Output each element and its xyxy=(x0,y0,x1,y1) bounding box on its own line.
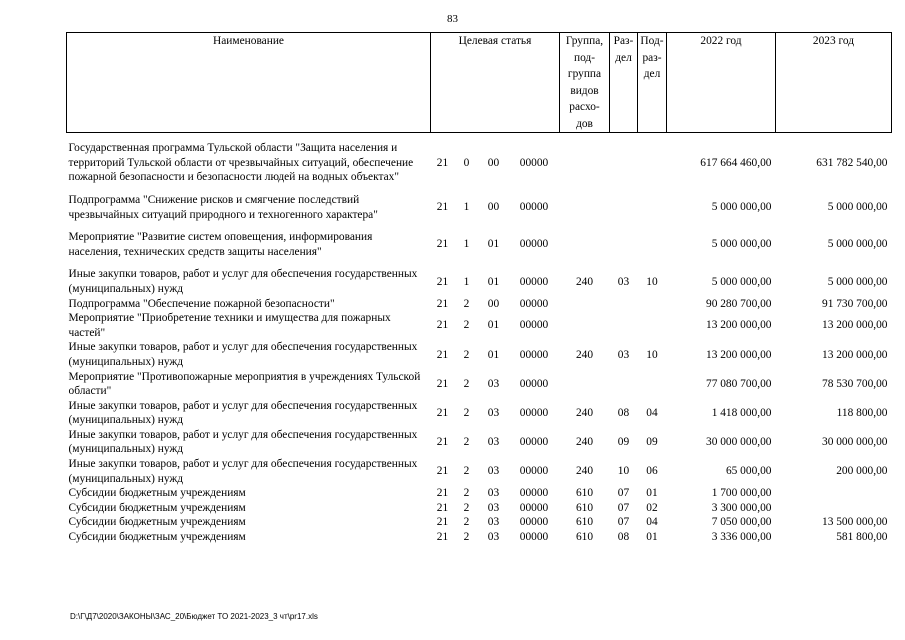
amount-2022: 3 300 000,00 xyxy=(711,501,772,514)
table-row xyxy=(67,457,892,486)
target-code-2: 1 xyxy=(463,238,470,251)
expense-group: 610 xyxy=(575,487,594,500)
target-code-4: 00000 xyxy=(519,297,549,310)
target-code-4: 00000 xyxy=(519,201,549,214)
target-code-4: 00000 xyxy=(519,465,549,478)
amount-2022: 5 000 000,00 xyxy=(711,275,772,288)
target-code-4: 00000 xyxy=(519,501,549,514)
spacer-row xyxy=(67,185,892,193)
header-subsection-line: раз- xyxy=(642,51,662,64)
target-code-1: 21 xyxy=(436,377,449,390)
target-code-1: 21 xyxy=(436,275,449,288)
target-code-4: 00000 xyxy=(519,516,549,529)
amount-2022: 5 000 000,00 xyxy=(711,238,772,251)
target-code-1: 21 xyxy=(436,348,449,361)
target-code-4: 00000 xyxy=(519,238,549,251)
header-2022: 2022 год xyxy=(667,33,776,133)
amount-2022: 617 664 460,00 xyxy=(700,156,772,169)
row-name: Мероприятие "Противопожарные мероприятия в учреждениях Тульской области" xyxy=(68,370,421,398)
header-2023: 2023 год xyxy=(776,33,892,133)
section-code: 03 xyxy=(617,348,630,361)
section-code: 07 xyxy=(617,516,630,529)
target-code-4: 00000 xyxy=(519,531,549,544)
target-code-3: 00 xyxy=(487,297,500,310)
spacer-row xyxy=(67,133,892,142)
row-name: Иные закупки товаров, работ и услуг для обеспечения государственных (муниципальных) нужд xyxy=(68,428,418,456)
target-code-3: 03 xyxy=(487,516,500,529)
row-name: Иные закупки товаров, работ и услуг для обеспечения государственных (муниципальных) нужд xyxy=(68,399,418,427)
table-row xyxy=(67,141,892,185)
target-code-2: 2 xyxy=(463,377,470,390)
target-code-3: 03 xyxy=(487,465,500,478)
table-row xyxy=(67,340,892,369)
expense-group: 240 xyxy=(575,348,594,361)
subsection-code xyxy=(638,230,667,259)
table-row xyxy=(67,230,892,259)
target-code-3: 00 xyxy=(487,156,500,169)
row-name: Субсидии бюджетным учреждениям xyxy=(68,531,246,544)
target-code-1: 21 xyxy=(436,487,449,500)
target-code-1: 21 xyxy=(436,531,449,544)
target-code-3: 03 xyxy=(487,406,500,419)
subsection-code: 10 xyxy=(646,275,658,288)
table-row xyxy=(67,267,892,296)
row-name: Подпрограмма "Обеспечение пожарной безопасности" xyxy=(68,297,335,310)
table-row xyxy=(67,428,892,457)
header-row xyxy=(67,33,892,133)
target-code-4: 00000 xyxy=(519,319,549,332)
row-name: Мероприятие "Приобретение техники и имущества для пожарных частей" xyxy=(68,312,391,339)
amount-2022: 65 000,00 xyxy=(725,465,772,478)
target-code-2: 2 xyxy=(463,297,470,310)
table-row xyxy=(67,193,892,222)
section-code: 08 xyxy=(617,531,630,544)
subsection-code: 04 xyxy=(646,406,658,419)
amount-2023: 581 800,00 xyxy=(836,531,888,544)
expense-group: 610 xyxy=(575,531,594,544)
subsection-code xyxy=(638,193,667,222)
target-code-1: 21 xyxy=(436,201,449,214)
target-code-3: 03 xyxy=(487,377,500,390)
target-code-2: 1 xyxy=(463,201,470,214)
section-code: 07 xyxy=(617,487,630,500)
subsection-code xyxy=(638,297,667,312)
target-code-1: 21 xyxy=(436,156,449,169)
header-target: Целевая статья xyxy=(431,33,560,133)
target-code-2: 2 xyxy=(463,516,470,529)
section-code: 10 xyxy=(617,465,630,478)
amount-2023: 30 000 000,00 xyxy=(822,436,888,449)
amount-2023: 13 200 000,00 xyxy=(822,348,888,361)
header-group xyxy=(560,33,610,133)
table-row xyxy=(67,486,892,501)
target-code-2: 0 xyxy=(463,156,470,169)
amount-2022: 30 000 000,00 xyxy=(706,436,772,449)
subsection-code xyxy=(638,141,667,185)
section-code: 07 xyxy=(617,501,630,514)
target-code-2: 2 xyxy=(463,501,470,514)
amount-2022: 1 418 000,00 xyxy=(711,406,772,419)
target-code-3: 03 xyxy=(487,487,500,500)
target-code-2: 2 xyxy=(463,531,470,544)
amount-2023: 5 000 000,00 xyxy=(827,238,888,251)
amount-2022: 5 000 000,00 xyxy=(711,201,772,214)
table-row xyxy=(67,530,892,545)
target-code-2: 2 xyxy=(463,348,470,361)
header-group-line: расхо- xyxy=(569,101,600,114)
subsection-code xyxy=(638,370,667,399)
table-row xyxy=(67,501,892,516)
expense-group: 240 xyxy=(575,465,594,478)
table-row xyxy=(67,311,892,340)
target-code-3: 01 xyxy=(487,319,500,332)
section-code: 03 xyxy=(617,275,630,288)
amount-2023: 118 800,00 xyxy=(836,406,888,419)
target-code-1: 21 xyxy=(436,238,449,251)
table-row xyxy=(67,370,892,399)
header-section xyxy=(610,33,638,133)
section-code xyxy=(610,230,638,259)
expense-group xyxy=(560,230,610,259)
amount-2022: 77 080 700,00 xyxy=(706,377,772,390)
expense-group: 240 xyxy=(575,436,594,449)
target-code-1: 21 xyxy=(436,319,449,332)
target-code-3: 01 xyxy=(487,275,500,288)
table-row xyxy=(67,297,892,312)
target-code-3: 01 xyxy=(487,238,500,251)
target-code-4: 00000 xyxy=(519,156,549,169)
section-code: 09 xyxy=(617,436,630,449)
page-number: 83 xyxy=(447,13,458,25)
section-code xyxy=(610,141,638,185)
target-code-1: 21 xyxy=(436,406,449,419)
subsection-code xyxy=(638,311,667,340)
target-code-4: 00000 xyxy=(519,348,549,361)
target-code-4: 00000 xyxy=(519,406,549,419)
amount-2023 xyxy=(776,501,892,516)
subsection-code: 06 xyxy=(646,465,658,478)
expense-group xyxy=(560,141,610,185)
section-code: 08 xyxy=(617,406,630,419)
expense-group: 610 xyxy=(575,501,594,514)
file-path-footer: D:\Г\Д7\2020\ЗАКОНЫ\ЗАС_20\Бюджет ТО 2021-2023_3 чт\pr17.xls xyxy=(70,612,318,621)
row-name: Государственная программа Тульской области "Защита населения и территорий Тульской области от чрезвычайных ситуаций, обеспечение пожарной безопасности и безопасности людей на водных объектах" xyxy=(68,142,414,184)
header-group-line: дов xyxy=(576,117,593,130)
spacer-row xyxy=(67,222,892,230)
amount-2022: 13 200 000,00 xyxy=(706,348,772,361)
expense-group xyxy=(560,193,610,222)
row-name: Субсидии бюджетным учреждениям xyxy=(68,501,246,514)
expense-group xyxy=(560,370,610,399)
header-group-line: видов xyxy=(570,84,599,97)
row-name: Иные закупки товаров, работ и услуг для обеспечения государственных (муниципальных) нужд xyxy=(68,341,418,368)
expense-group: 240 xyxy=(575,406,594,419)
target-code-3: 03 xyxy=(487,531,500,544)
amount-2022: 3 336 000,00 xyxy=(711,531,772,544)
amount-2023: 91 730 700,00 xyxy=(822,297,888,310)
section-code xyxy=(610,311,638,340)
expense-group xyxy=(560,297,610,312)
target-code-1: 21 xyxy=(436,516,449,529)
amount-2023: 5 000 000,00 xyxy=(827,275,888,288)
section-code xyxy=(610,370,638,399)
subsection-code: 02 xyxy=(646,501,658,514)
amount-2023: 631 782 540,00 xyxy=(816,156,888,169)
amount-2023: 200 000,00 xyxy=(836,465,888,478)
table-row xyxy=(67,515,892,530)
header-section-line: Раз- xyxy=(613,35,634,47)
target-code-3: 00 xyxy=(487,201,500,214)
amount-2023: 5 000 000,00 xyxy=(827,201,888,214)
amount-2022: 1 700 000,00 xyxy=(711,487,772,500)
target-code-2: 2 xyxy=(463,319,470,332)
target-code-2: 2 xyxy=(463,436,470,449)
target-code-3: 03 xyxy=(487,436,500,449)
target-code-3: 01 xyxy=(487,348,500,361)
amount-2022: 90 280 700,00 xyxy=(706,297,772,310)
header-subsection-line: Под- xyxy=(640,35,664,47)
header-group-line: под- xyxy=(573,51,596,64)
budget-table xyxy=(66,32,892,545)
row-name: Иные закупки товаров, работ и услуг для обеспечения государственных (муниципальных) нужд xyxy=(68,458,418,485)
header-subsection xyxy=(638,33,667,133)
target-code-1: 21 xyxy=(436,501,449,514)
amount-2022: 7 050 000,00 xyxy=(711,516,772,529)
header-subsection-line: дел xyxy=(643,68,661,81)
header-section-line: дел xyxy=(615,51,632,64)
subsection-code: 09 xyxy=(646,436,658,449)
expense-group xyxy=(560,311,610,340)
row-name: Субсидии бюджетным учреждениям xyxy=(68,487,246,500)
spacer-row xyxy=(67,259,892,267)
section-code xyxy=(610,193,638,222)
table-row xyxy=(67,399,892,428)
row-name: Подпрограмма "Снижение рисков и смягчение последствий чрезвычайных ситуаций природного и техногенного характера" xyxy=(68,193,378,221)
amount-2023: 78 530 700,00 xyxy=(822,377,888,390)
target-code-2: 2 xyxy=(463,465,470,478)
target-code-1: 21 xyxy=(436,465,449,478)
row-name: Мероприятие "Развитие систем оповещения, информирования населения, технических средств защиты населения" xyxy=(68,231,373,258)
subsection-code: 01 xyxy=(646,531,658,544)
amount-2022: 13 200 000,00 xyxy=(706,319,772,332)
target-code-2: 1 xyxy=(463,275,470,288)
target-code-1: 21 xyxy=(436,436,449,449)
header-group-line: группа xyxy=(567,68,602,81)
expense-group: 610 xyxy=(575,516,594,529)
amount-2023: 13 500 000,00 xyxy=(822,516,888,529)
amount-2023: 13 200 000,00 xyxy=(822,319,888,332)
expense-group: 240 xyxy=(575,275,594,288)
header-name: Наименование xyxy=(67,33,431,133)
subsection-code: 04 xyxy=(646,516,658,529)
row-name: Иные закупки товаров, работ и услуг для обеспечения государственных (муниципальных) нужд xyxy=(68,268,418,295)
subsection-code: 01 xyxy=(646,487,658,500)
target-code-2: 2 xyxy=(463,487,470,500)
header-group-line: Группа, xyxy=(565,35,604,47)
section-code xyxy=(610,297,638,312)
target-code-4: 00000 xyxy=(519,377,549,390)
target-code-4: 00000 xyxy=(519,436,549,449)
target-code-1: 21 xyxy=(436,297,449,310)
row-name: Субсидии бюджетным учреждениям xyxy=(68,516,246,529)
subsection-code: 10 xyxy=(646,348,658,361)
amount-2023 xyxy=(776,486,892,501)
target-code-2: 2 xyxy=(463,406,470,419)
target-code-4: 00000 xyxy=(519,487,549,500)
target-code-4: 00000 xyxy=(519,275,549,288)
target-code-3: 03 xyxy=(487,501,500,514)
